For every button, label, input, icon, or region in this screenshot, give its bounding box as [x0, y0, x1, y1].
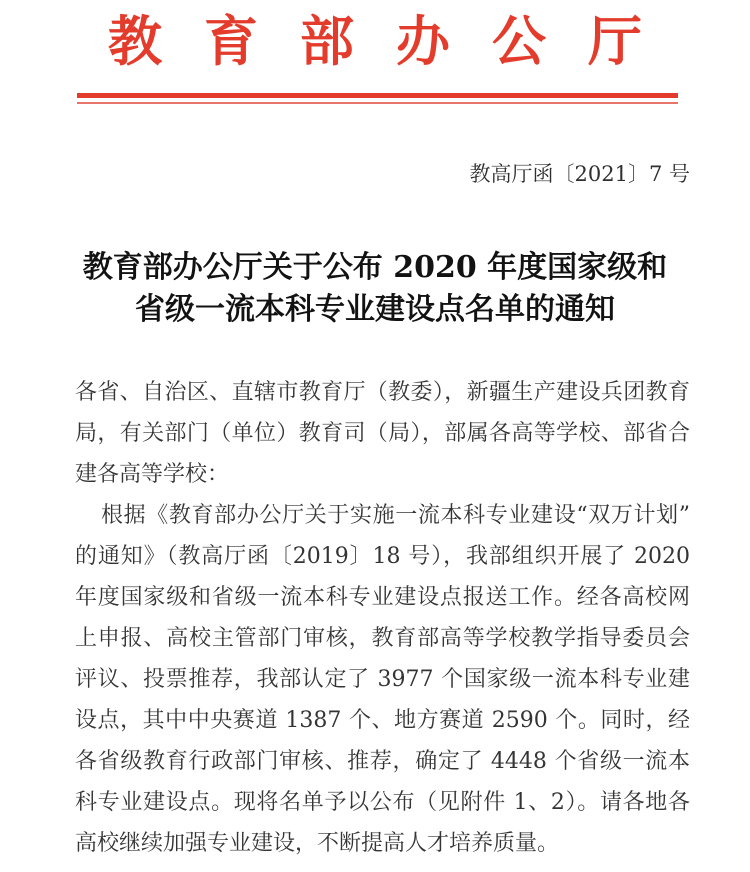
separator-thin-rule [77, 102, 678, 104]
separator-thick-rule [77, 93, 678, 98]
document-title-line-2: 省级一流本科专业建设点名单的通知 [135, 292, 615, 327]
letterhead-banner [0, 9, 750, 84]
issuer-name: 教育部办公厅 [108, 9, 684, 73]
document-title [0, 247, 750, 331]
letterhead-separator [77, 93, 678, 104]
main-paragraph: 根据《教育部办公厅关于实施一流本科专业建设“双万计划”的通知》（教高厅函〔2019〕18 号），我部组织开展了 2020 年度国家级和省级一流本科专业建设点报送工作。经各高校网上申报、高校主管部门审核，教育部高等学校教学指导委员会评议、投票推荐，我部认定了 3977 个国家级一流本科专业建设点，其中中央赛道 1387 个、地方赛道 2590 个。同时，经各省级教育行政部门审核、推荐，确定了 4448 个省级一流本科专业建设点。现将名单予以公布（见附件 1、2）。请各地各高校继续加强专业建设，不断提高人才培养质量。 [75, 503, 690, 856]
salutation-paragraph: 各省、自治区、直辖市教育厅（教委），新疆生产建设兵团教育局，有关部门（单位）教育司（局），部属各高等学校、部省合建各高等学校： [75, 380, 690, 487]
document-title-line-1: 教育部办公厅关于公布 2020 年度国家级和 [82, 250, 668, 285]
reference-number: 教高厅函〔2021〕7 号 [469, 162, 690, 186]
document-body [75, 372, 690, 864]
